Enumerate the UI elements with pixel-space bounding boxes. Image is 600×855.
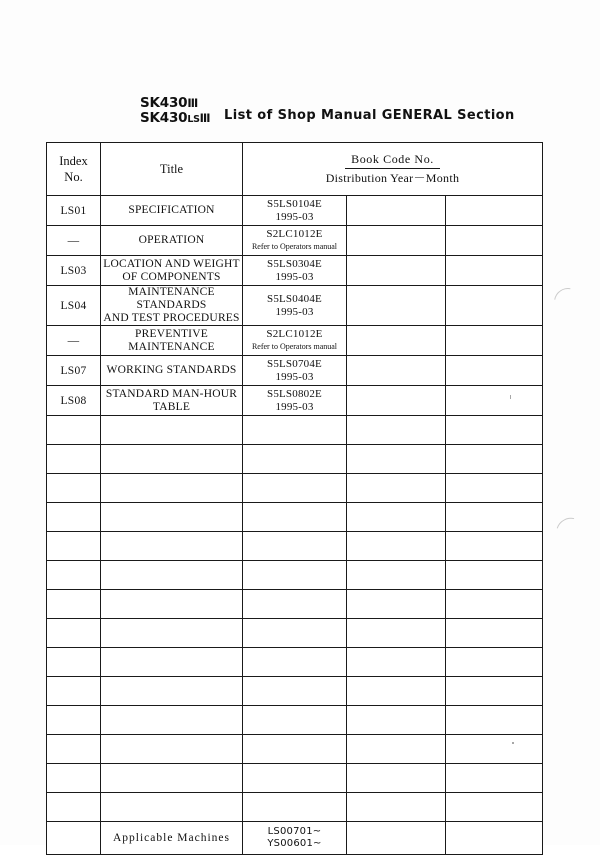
cell-book-code [243, 503, 347, 532]
cell-title [101, 735, 243, 764]
model-line-standard [140, 96, 210, 111]
cell-distribution-2 [446, 590, 543, 619]
cell-title-line1: OPERATION [138, 234, 205, 246]
cell-distribution-2 [446, 474, 543, 503]
cell-index-no [47, 416, 101, 445]
cell-distribution-1 [347, 356, 446, 386]
table-row [47, 226, 543, 256]
cell-distribution-2 [446, 386, 543, 416]
cell-title [101, 706, 243, 735]
cell-index-no: — [47, 226, 101, 256]
cell-distribution-1 [347, 416, 446, 445]
cell-index-no [47, 532, 101, 561]
page-heading [140, 96, 515, 127]
cell-index-no: LS01 [47, 196, 101, 226]
cell-distribution-1 [347, 822, 446, 855]
book-code-date: 1995-03 [275, 270, 314, 283]
cell-index-no [47, 648, 101, 677]
cell-index-no [47, 561, 101, 590]
page-title: List of Shop Manual GENERAL Section [224, 108, 515, 123]
cell-distribution-2 [446, 503, 543, 532]
cell-index-no [47, 474, 101, 503]
model-numeral-1: Ⅲ [187, 96, 198, 110]
table-row-empty [47, 416, 543, 445]
cell-distribution-2 [446, 648, 543, 677]
cell-title [101, 793, 243, 822]
table-row-empty [47, 677, 543, 706]
cell-book-code [243, 793, 347, 822]
cell-index-no [47, 619, 101, 648]
cell-title [101, 326, 243, 356]
cell-index-no [47, 503, 101, 532]
cell-book-code [243, 764, 347, 793]
cell-book-code [243, 326, 347, 356]
cell-book-code [243, 356, 347, 386]
table-row-empty [47, 619, 543, 648]
cell-distribution-2 [446, 445, 543, 474]
cell-title [101, 196, 243, 226]
table-row-empty [47, 503, 543, 532]
serial-range-line1: LS00701~ [267, 826, 322, 837]
cell-index-no: LS04 [47, 286, 101, 326]
cell-title [101, 619, 243, 648]
manual-list-table-wrapper [46, 142, 542, 855]
cell-applicable-machines-label: Applicable Machines [101, 822, 243, 855]
cell-book-code [243, 561, 347, 590]
model-base-1: SK430 [140, 95, 188, 111]
cell-index-no: — [47, 326, 101, 356]
cell-title-line2: MAINTENANCE [128, 340, 215, 353]
table-row [47, 286, 543, 326]
cell-book-code [243, 648, 347, 677]
cell-distribution-2 [446, 677, 543, 706]
cell-distribution-2 [446, 226, 543, 256]
table-row-empty [47, 648, 543, 677]
cell-distribution-2 [446, 326, 543, 356]
cell-index-no [47, 793, 101, 822]
cell-title [101, 474, 243, 503]
cell-distribution-1 [347, 445, 446, 474]
cell-title-line1: STANDARD MAN-HOUR [105, 387, 238, 400]
cell-distribution-1 [347, 286, 446, 326]
table-header-row [47, 143, 543, 196]
cell-book-code [243, 445, 347, 474]
cell-distribution-1 [347, 532, 446, 561]
table-row-empty [47, 590, 543, 619]
cell-distribution-1 [347, 326, 446, 356]
cell-title [101, 764, 243, 793]
book-code-value: S5LS0304E [267, 258, 322, 270]
book-code-value: S2LC1012E [266, 228, 323, 240]
cell-distribution-2 [446, 822, 543, 855]
cell-distribution-1 [347, 474, 446, 503]
cell-index-no [47, 445, 101, 474]
cell-title [101, 356, 243, 386]
cell-title-line1: MAINTENANCE STANDARDS [128, 286, 215, 311]
book-code-value: S5LS0404E [267, 293, 322, 305]
cell-title-line2: TABLE [152, 400, 191, 413]
cell-distribution-1 [347, 793, 446, 822]
cell-distribution-2 [446, 706, 543, 735]
cell-book-code [243, 532, 347, 561]
table-row-empty [47, 445, 543, 474]
model-numeral-2: Ⅲ [199, 110, 211, 125]
cell-distribution-2 [446, 416, 543, 445]
cell-distribution-2 [446, 793, 543, 822]
cell-distribution-1 [347, 196, 446, 226]
cell-title [101, 677, 243, 706]
model-designation [140, 96, 210, 127]
cell-title-line1: WORKING STANDARDS [106, 364, 237, 376]
cell-title [101, 416, 243, 445]
cell-book-code [243, 706, 347, 735]
header-title: Title [101, 143, 243, 196]
book-code-date: 1995-03 [275, 305, 314, 318]
cell-distribution-2 [446, 764, 543, 793]
book-code-value: S5LS0704E [267, 358, 322, 370]
book-code-value: S5LS0802E [267, 388, 322, 400]
cell-applicable-serial-range [243, 822, 347, 855]
cell-title [101, 286, 243, 326]
model-base-2: SK430 [140, 109, 188, 126]
cell-title [101, 503, 243, 532]
book-code-value: S5LS0104E [267, 198, 322, 210]
cell-distribution-1 [347, 256, 446, 286]
cell-book-code [243, 386, 347, 416]
header-book-code-label: Book Code No. [345, 152, 440, 169]
header-distribution-label: Distribution Year－Month [325, 171, 460, 185]
cell-index-no [47, 677, 101, 706]
applicable-machines-row [47, 822, 543, 855]
cell-index-no: LS08 [47, 386, 101, 416]
cell-distribution-1 [347, 503, 446, 532]
cell-distribution-1 [347, 590, 446, 619]
table-row-empty [47, 474, 543, 503]
table-row-empty [47, 561, 543, 590]
header-index-line1: Index [59, 154, 88, 168]
cell-book-code [243, 474, 347, 503]
cell-title [101, 445, 243, 474]
cell-title-line1: LOCATION AND WEIGHT [103, 257, 240, 270]
cell-index-no: LS03 [47, 256, 101, 286]
cell-title-line1: SPECIFICATION [128, 204, 215, 216]
book-code-reference-note: Refer to Operators manual [251, 341, 338, 351]
cell-index-no: LS07 [47, 356, 101, 386]
cell-index-no [47, 735, 101, 764]
table-row-empty [47, 764, 543, 793]
cell-index-no [47, 590, 101, 619]
header-index-no [47, 143, 101, 196]
cell-distribution-2 [446, 286, 543, 326]
cell-book-code [243, 590, 347, 619]
header-book-code [243, 143, 543, 196]
model-suffix-ls: LS [187, 113, 200, 125]
cell-title [101, 226, 243, 256]
cell-index-no [47, 706, 101, 735]
cell-book-code [243, 286, 347, 326]
cell-index-no [47, 764, 101, 793]
table-row-empty [47, 706, 543, 735]
cell-book-code [243, 677, 347, 706]
book-code-date: 1995-03 [275, 400, 314, 413]
table-row-empty [47, 735, 543, 764]
book-code-reference-note: Refer to Operators manual [251, 241, 338, 251]
cell-book-code [243, 735, 347, 764]
cell-distribution-1 [347, 706, 446, 735]
cell-distribution-2 [446, 256, 543, 286]
cell-title [101, 532, 243, 561]
table-row [47, 326, 543, 356]
cell-book-code [243, 256, 347, 286]
cell-book-code [243, 416, 347, 445]
manual-list-table [46, 142, 543, 855]
cell-distribution-1 [347, 561, 446, 590]
book-code-date: 1995-03 [275, 210, 314, 223]
header-index-line2: No. [64, 170, 83, 184]
book-code-value: S2LC1012E [266, 328, 323, 340]
cell-index-no [47, 822, 101, 855]
table-row-empty [47, 532, 543, 561]
cell-distribution-2 [446, 619, 543, 648]
table-row [47, 256, 543, 286]
table-row-empty [47, 793, 543, 822]
scan-artifact-curve-lower [551, 513, 588, 550]
cell-distribution-2 [446, 196, 543, 226]
cell-distribution-2 [446, 356, 543, 386]
cell-distribution-1 [347, 648, 446, 677]
cell-distribution-1 [347, 677, 446, 706]
book-code-date: 1995-03 [275, 370, 314, 383]
table-row [47, 356, 543, 386]
cell-distribution-2 [446, 532, 543, 561]
cell-title-line2: AND TEST PROCEDURES [103, 312, 240, 324]
scan-artifact-curve-upper [549, 283, 588, 322]
cell-distribution-1 [347, 386, 446, 416]
cell-title [101, 561, 243, 590]
cell-distribution-1 [347, 764, 446, 793]
cell-title-line2: OF COMPONENTS [122, 270, 221, 283]
cell-title [101, 386, 243, 416]
cell-title [101, 648, 243, 677]
cell-distribution-2 [446, 735, 543, 764]
cell-book-code [243, 226, 347, 256]
table-row [47, 386, 543, 416]
cell-distribution-1 [347, 619, 446, 648]
table-row [47, 196, 543, 226]
cell-book-code [243, 619, 347, 648]
cell-title-line1: PREVENTIVE [135, 327, 208, 340]
cell-distribution-1 [347, 735, 446, 764]
serial-range-line2: YS00601~ [267, 838, 322, 849]
cell-title [101, 590, 243, 619]
model-line-ls [140, 111, 210, 128]
cell-title [101, 256, 243, 286]
cell-book-code [243, 196, 347, 226]
cell-distribution-1 [347, 226, 446, 256]
cell-distribution-2 [446, 561, 543, 590]
